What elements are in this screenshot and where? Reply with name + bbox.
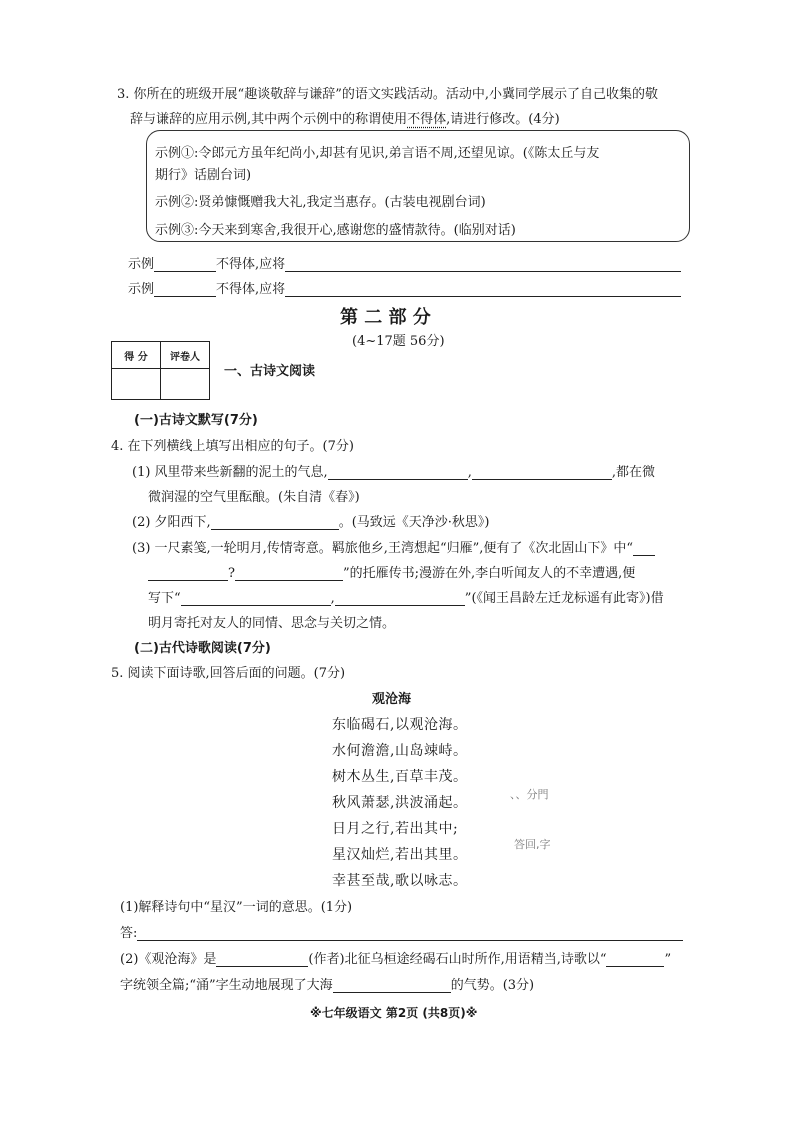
- answer-blank-q5-1[interactable]: [137, 926, 683, 941]
- blank-key-word[interactable]: [606, 952, 664, 967]
- blank-q4-2[interactable]: [211, 515, 339, 530]
- q4-part3-line3: [148, 587, 664, 606]
- q4-p3-qmark: ?: [228, 566, 235, 581]
- score-cell[interactable]: [112, 369, 161, 400]
- blank-q4-1b[interactable]: [472, 465, 612, 480]
- scan-mark-1: 、、分門: [510, 788, 549, 801]
- blank-q4-3a-start[interactable]: [633, 541, 655, 556]
- q4-part3-line1: [132, 537, 655, 556]
- poem-line: 树木丛生,百草丰茂。: [332, 769, 468, 785]
- section-title: 一、古诗文阅读: [224, 364, 316, 379]
- answer-blank-fix[interactable]: [285, 282, 681, 297]
- q5-sub2-line1: [120, 948, 671, 967]
- page-footer: ※七年级语文 第2页 (共8页)※: [310, 1006, 478, 1020]
- q5-sub2-line2: [120, 974, 534, 993]
- part2-subtitle: (4~17题 56分): [352, 334, 445, 349]
- answer-blank-example[interactable]: [154, 257, 216, 272]
- q4-part3-line2: [148, 562, 635, 581]
- score-col-label: 得 分: [112, 342, 161, 369]
- examples-box: [146, 130, 690, 242]
- poem-line: 水何澹澹,山岛竦峙。: [332, 743, 468, 759]
- answer-mid: 不得体,应将: [216, 282, 286, 297]
- example-1-line1: 示例①:令郎元方虽年纪尚小,却甚有见识,弟言语不周,还望见谅。(《陈太丘与友: [155, 146, 600, 161]
- blank-q4-3a[interactable]: [148, 566, 228, 581]
- example-3: 示例③:今天来到寒舍,我很开心,感谢您的盛情款待。(临别对话): [155, 223, 516, 238]
- poem-line: 日月之行,若出其中;: [332, 821, 459, 837]
- example-1-line2: 期行》话剧台词): [155, 168, 252, 183]
- score-table: [111, 341, 210, 400]
- q3-answer-row-1: [128, 253, 681, 272]
- q3-emphasis: 不得体: [407, 112, 447, 127]
- q5-2-quote: ”: [664, 952, 672, 967]
- answer-mid: 不得体,应将: [216, 257, 286, 272]
- q4-p3-source: ”(《闻王昌龄左迁龙标遥有此寄》)借: [464, 591, 664, 606]
- q3-stem-line1: 你所在的班级开展“趣谈敬辞与谦辞”的语文实践活动。活动中,小冀同学展示了自己收集的敬: [133, 87, 658, 102]
- q4-p1-tail: ,都在微: [611, 465, 655, 480]
- reviewer-col-label: 评卷人: [161, 342, 210, 369]
- poem-line: 秋风萧瑟,洪波涌起。: [332, 795, 468, 811]
- answer-blank-example[interactable]: [154, 282, 216, 297]
- q5-stem: 5. 阅读下面诗歌,回答后面的问题。(7分): [111, 666, 346, 681]
- q5-2-text2: 字统领全篇;“涌”字生动地展现了大海: [120, 978, 333, 993]
- answer-label: 示例: [128, 257, 155, 272]
- q4-stem: 4. 在下列横线上填写出相应的句子。(7分): [111, 439, 354, 454]
- part2-title: 第 二 部 分: [340, 307, 431, 328]
- q4-p1-text: (1) 风里带来些新翻的泥土的气息,: [132, 465, 328, 480]
- q4-p1-comma: ,: [467, 465, 472, 480]
- blank-author[interactable]: [216, 952, 308, 967]
- poem-line: 东临碣石,以观沧海。: [332, 717, 468, 733]
- q4-part1-line1: [132, 461, 655, 480]
- blank-q4-3c[interactable]: [181, 591, 331, 606]
- poem-line: 幸甚至哉,歌以咏志。: [332, 873, 468, 889]
- q4-p3-mid: ”的托雁传书;漫游在外,李白听闻友人的不幸遭遇,便: [342, 566, 636, 581]
- q4-p3-text: (3) 一尺素笺,一轮明月,传情寄意。羁旅他乡,王湾想起“归雁”,便有了《次北固山下》中“: [132, 541, 634, 556]
- q3-answer-row-2: [128, 278, 681, 297]
- poem-title: 观沧海: [372, 692, 412, 707]
- subsection-1-title: (一)古诗文默写(7分): [134, 413, 258, 428]
- q4-part2: [132, 511, 489, 530]
- q4-part1-line2: 微润湿的空气里酝酿。(朱自清《春》): [148, 490, 360, 505]
- answer-prefix: 答:: [120, 926, 138, 941]
- q3-stem-line2a: 辞与谦辞的应用示例,其中两个示例中的称谓使用: [130, 112, 408, 127]
- q3-stem-line2b: ,请进行修改。(4分): [446, 112, 560, 127]
- answer-label: 示例: [128, 282, 155, 297]
- q4-p3-comma: ,: [330, 591, 335, 606]
- q5-2-text: (2)《观沧海》是: [120, 952, 217, 967]
- example-2: 示例②:贤弟慷慨赠我大礼,我定当惠存。(古装电视剧台词): [155, 195, 486, 210]
- q5-2-mid: (作者)北征乌桓途经碣石山时所作,用语精当,诗歌以“: [308, 952, 607, 967]
- blank-q4-3b[interactable]: [235, 566, 343, 581]
- poem-line: 星汉灿烂,若出其里。: [332, 847, 468, 863]
- blank-momentum[interactable]: [333, 978, 451, 993]
- q4-part3-line4: 明月寄托对友人的同情、思念与关切之情。: [148, 616, 396, 631]
- q5-answer-row: [120, 922, 683, 941]
- q5-2-tail: 的气势。(3分): [450, 978, 535, 993]
- q4-p2-text: (2) 夕阳西下,: [132, 515, 211, 530]
- q3-line1: [117, 83, 658, 102]
- subsection-2-title: (二)古代诗歌阅读(7分): [134, 641, 271, 656]
- blank-q4-3d[interactable]: [335, 591, 465, 606]
- q3-line2: [130, 108, 560, 127]
- blank-q4-1a[interactable]: [328, 465, 468, 480]
- scan-mark-2: 答回,字: [514, 838, 551, 851]
- q3-number: 3.: [117, 87, 130, 102]
- q4-p3-write: 写下“: [148, 591, 181, 606]
- q4-p2-tail: 。(马致远《天净沙·秋思》): [338, 515, 490, 530]
- answer-blank-fix[interactable]: [285, 257, 681, 272]
- reviewer-cell[interactable]: [161, 369, 210, 400]
- q5-sub1: (1)解释诗句中“星汉”一词的意思。(1分): [120, 900, 353, 915]
